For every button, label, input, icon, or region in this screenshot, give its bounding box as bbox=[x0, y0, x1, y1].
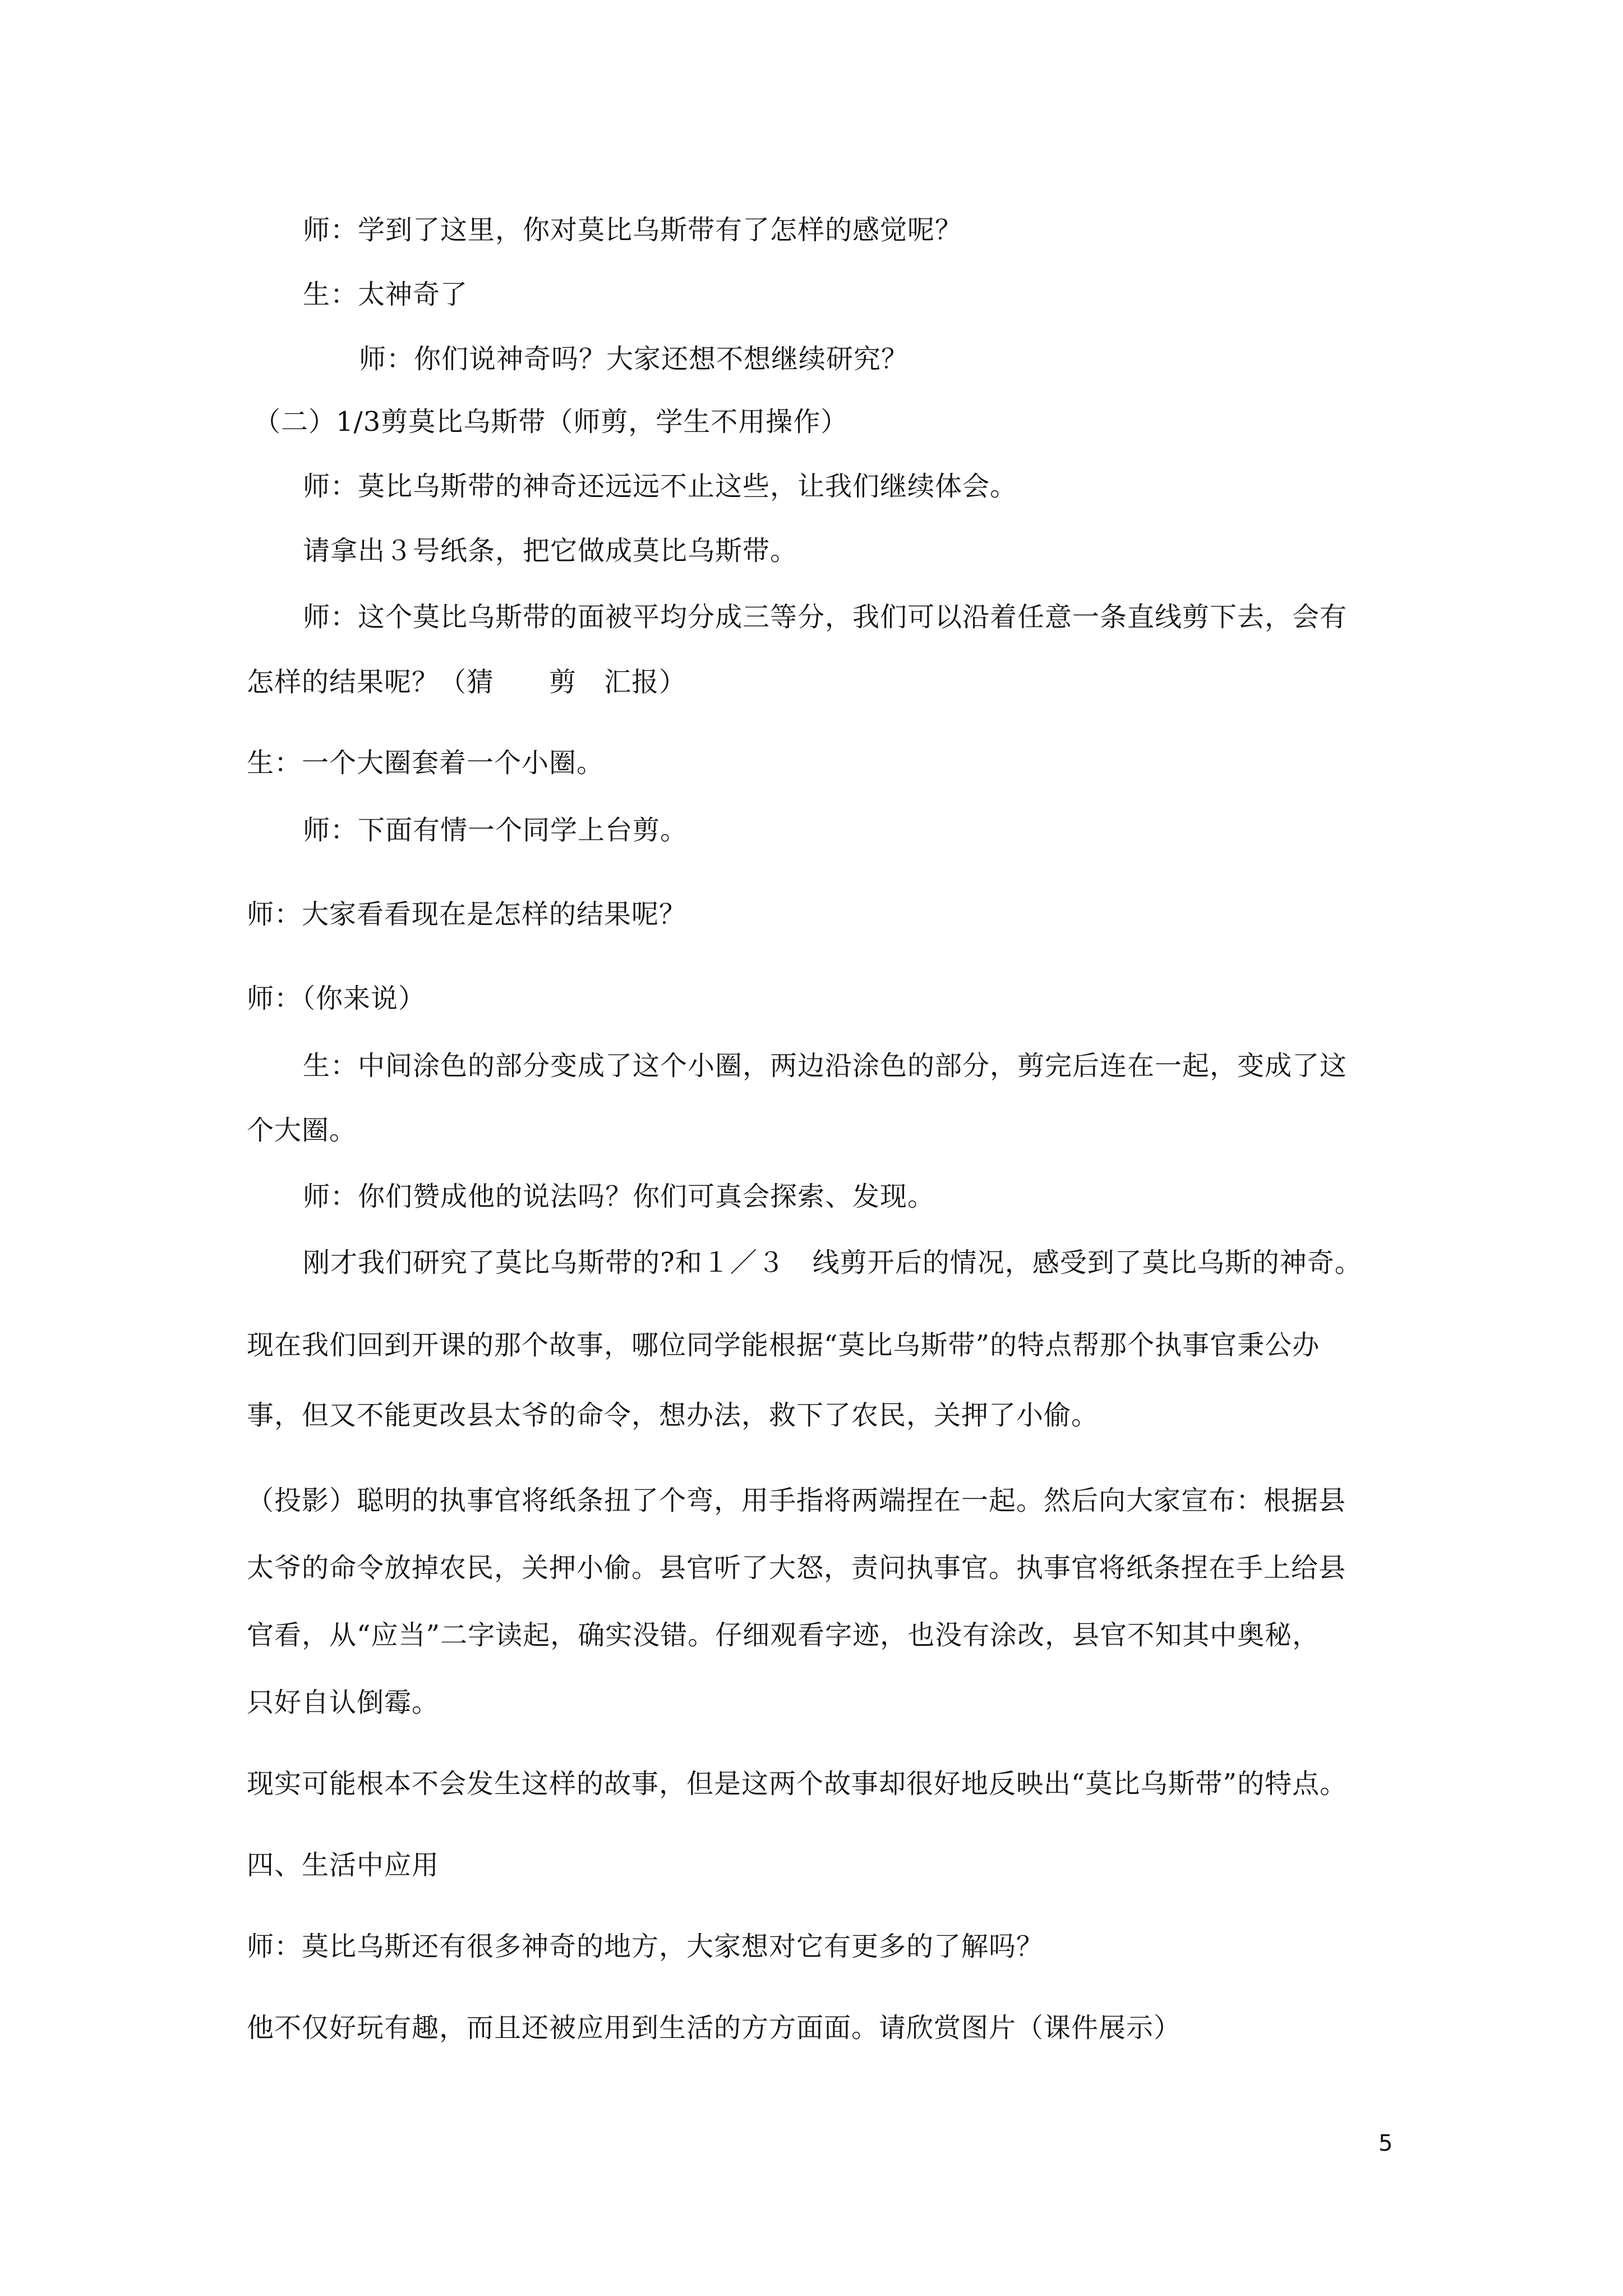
paragraph-line-15: 师：你们赞成他的说法吗？你们可真会探索、发现。 bbox=[303, 1181, 935, 1212]
paragraph-line-8: 怎样的结果呢？（猜 剪 汇报） bbox=[247, 666, 687, 698]
paragraph-line-9: 生：一个大圈套着一个小圈。 bbox=[247, 747, 605, 779]
paragraph-line-2: 生：太神奇了 bbox=[303, 279, 468, 310]
paragraph-line-19: （投影）聪明的执事官将纸条扭了个弯，用手指将两端捏在一起。然后向大家宣布：根据县 bbox=[247, 1485, 1347, 1516]
page-number: 5 bbox=[1378, 2131, 1393, 2156]
section-heading: （二）1/3剪莫比乌斯带（师剪，学生不用操作） bbox=[253, 406, 849, 438]
paragraph-line-12: 师：（你来说） bbox=[247, 983, 426, 1014]
paragraph-line-23: 现实可能根本不会发生这样的故事，但是这两个故事却很好地反映出“莫比乌斯带”的特点。 bbox=[247, 1768, 1348, 1800]
paragraph-line-20: 太爷的命令放掉农民，关押小偷。县官听了大怒，责问执事官。执事官将纸条捏在手上给县 bbox=[247, 1552, 1347, 1584]
paragraph-line-16: 刚才我们研究了莫比乌斯带的?和１／３ 线剪开后的情况，感受到了莫比乌斯的神奇。 bbox=[303, 1247, 1362, 1278]
paragraph-line-7: 师：这个莫比乌斯带的面被平均分成三等分，我们可以沿着任意一条直线剪下去，会有 bbox=[303, 601, 1348, 633]
section-heading-life-application: 四、生活中应用 bbox=[247, 1849, 440, 1881]
paragraph-line-26: 他不仅好玩有趣，而且还被应用到生活的方方面面。请欣赏图片（课件展示） bbox=[247, 2012, 1182, 2044]
paragraph-line-25: 师：莫比乌斯还有很多神奇的地方，大家想对它有更多的了解吗？ bbox=[247, 1931, 1044, 1962]
paragraph-line-18: 事，但又不能更改县太爷的命令，想办法，救下了农民，关押了小偷。 bbox=[247, 1400, 1099, 1431]
paragraph-line-6: 请拿出３号纸条，把它做成莫比乌斯带。 bbox=[303, 535, 798, 567]
paragraph-line-1: 师：学到了这里，你对莫比乌斯带有了怎样的感觉呢？ bbox=[303, 214, 963, 246]
paragraph-line-17: 现在我们回到开课的那个故事，哪位同学能根据“莫比乌斯带”的特点帮那个执事官秉公办 bbox=[247, 1329, 1320, 1361]
paragraph-line-11: 师：大家看看现在是怎样的结果呢？ bbox=[247, 899, 687, 930]
paragraph-line-10: 师：下面有情一个同学上台剪。 bbox=[303, 815, 688, 846]
paragraph-line-22: 只好自认倒霉。 bbox=[247, 1687, 440, 1718]
paragraph-line-13: 生：中间涂色的部分变成了这个小圈，两边沿涂色的部分，剪完后连在一起，变成了这 bbox=[303, 1050, 1348, 1082]
paragraph-line-5: 师：莫比乌斯带的神奇还远远不止这些，让我们继续体会。 bbox=[303, 471, 1018, 502]
paragraph-line-3: 师：你们说神奇吗？大家还想不想继续研究？ bbox=[359, 343, 909, 375]
paragraph-line-21: 官看，从“应当”二字读起，确实没错。仔细观看字迹，也没有涂改，县官不知其中奥秘， bbox=[247, 1619, 1320, 1651]
paragraph-line-14: 个大圈。 bbox=[247, 1115, 357, 1146]
